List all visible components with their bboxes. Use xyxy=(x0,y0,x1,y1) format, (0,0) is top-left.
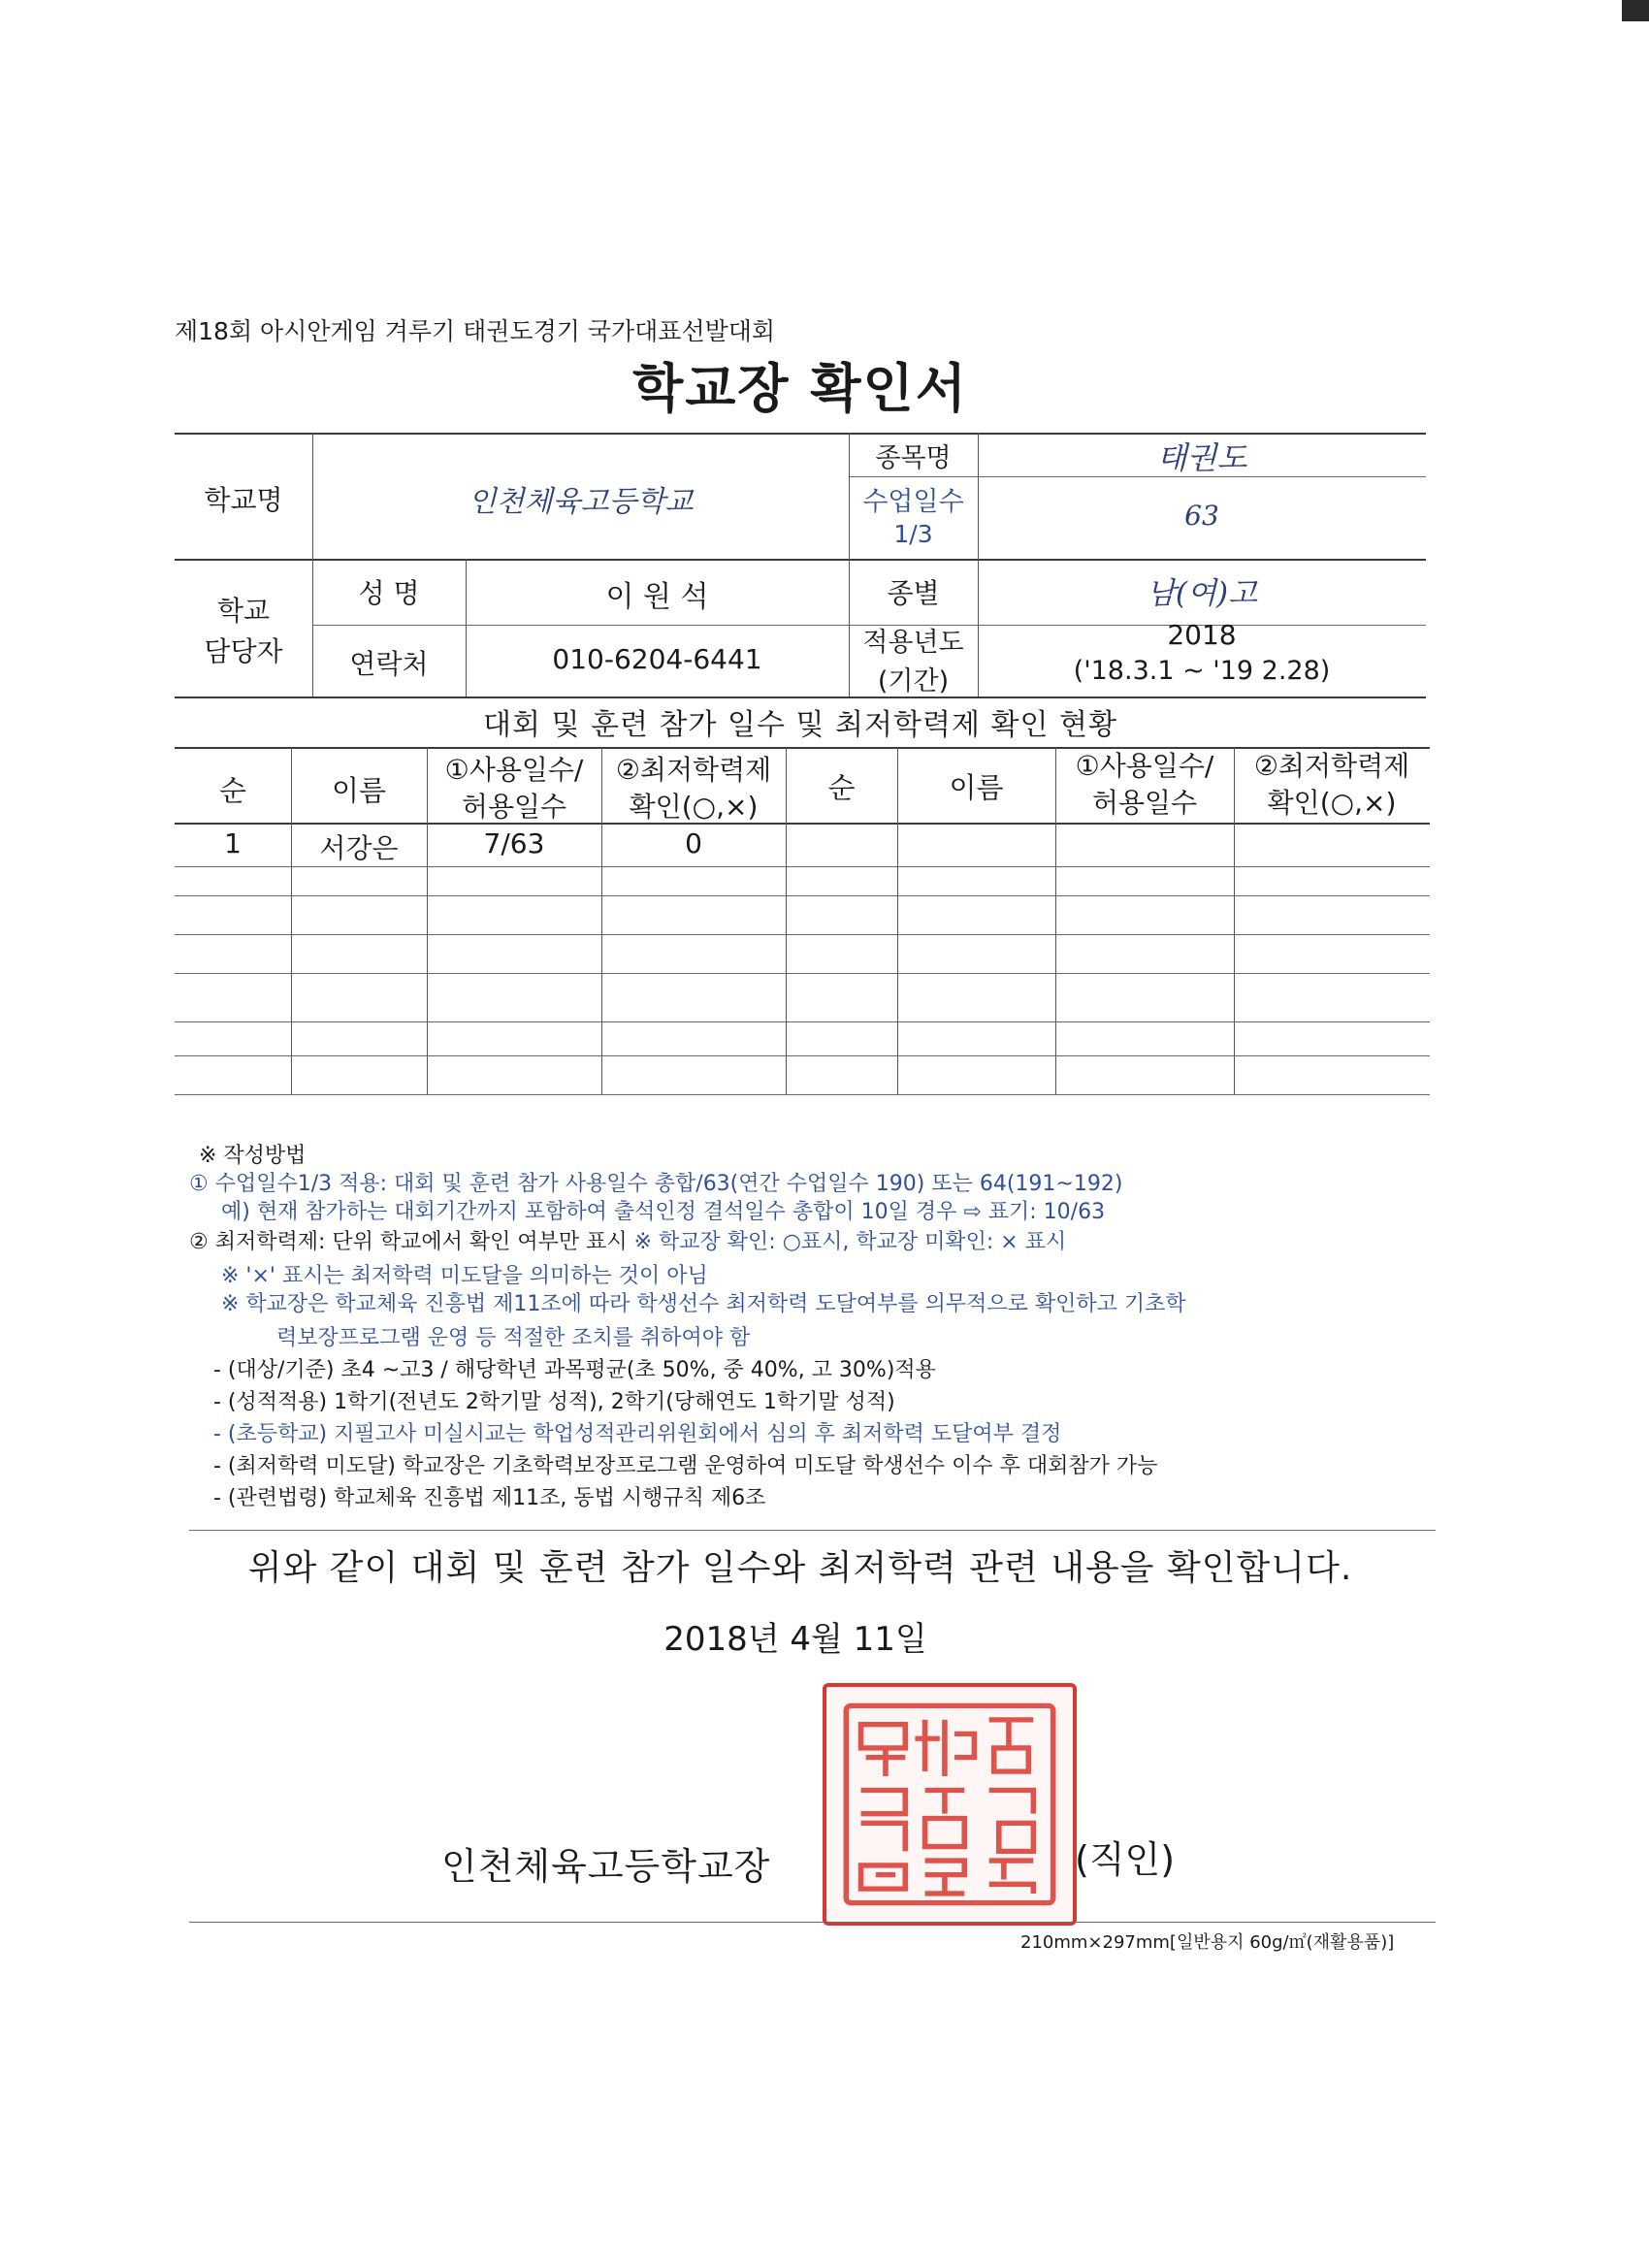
info-rule xyxy=(175,697,1426,698)
class-days-label: 수업일수 xyxy=(862,487,964,517)
table-row-rule xyxy=(175,895,1430,896)
table-row-name: 서강은 xyxy=(319,832,399,864)
col-header-used: ①사용일수/ xyxy=(444,754,584,786)
school-name-label: 학교명 xyxy=(204,484,283,516)
page-title: 학교장 확인서 xyxy=(632,358,968,419)
footer-rule xyxy=(189,1922,1436,1923)
confirm-date: 2018년 4월 11일 xyxy=(663,1620,927,1659)
table-row-rule xyxy=(175,1021,1430,1022)
contact-value: 010-6204-6441 xyxy=(552,643,762,675)
confirm-statement: 위와 같이 대회 및 훈련 참가 일수와 최저학력 관련 내용을 확인합니다. xyxy=(247,1548,1353,1588)
sport-value: 태권도 xyxy=(1156,439,1247,476)
staff-name-value: 이 원 석 xyxy=(605,580,709,614)
col-header-min: ②최저학력제 xyxy=(615,754,772,786)
note-2a-text: ② 최저학력제: 단위 학교에서 확인 여부만 표시 xyxy=(189,1230,634,1254)
note-detail-2: - (성적적용) 1학기(전년도 2학기말 성적), 2학기(당해연도 1학기말 성적) xyxy=(213,1390,895,1414)
col-header-name: 이름 xyxy=(331,774,387,807)
note-detail-3: - (초등학교) 지필고사 미실시교는 학업성적관리위원회에서 심의 후 최저학력 도달여부 결정 xyxy=(213,1422,1062,1446)
year-label-2: (기간) xyxy=(877,666,950,697)
col-header-min-right: ②최저학력제 xyxy=(1253,750,1410,782)
note-2b: ※ '×' 표시는 최저학력 미도달을 의미하는 것이 아님 xyxy=(221,1264,708,1288)
info-rule xyxy=(175,559,1426,561)
class-days-fraction-label: 1/3 xyxy=(893,520,933,548)
table-header-rule xyxy=(175,823,1430,825)
staff-label-2: 담당자 xyxy=(204,635,283,667)
table-row-no: 1 xyxy=(224,827,242,859)
note-2a-highlight: ※ 학교장 확인: ○표시, 학교장 미확인: × 표시 xyxy=(633,1230,1067,1254)
col-header-used-2: 허용일수 xyxy=(461,791,567,823)
col-header-no-right: 순 xyxy=(827,771,856,804)
year-value: 2018 xyxy=(1167,619,1237,651)
table-row-used: 7/63 xyxy=(483,827,545,859)
type-label: 종별 xyxy=(887,577,940,609)
note-detail-4: - (최저학력 미도달) 학교장은 기초학력보장프로그램 운영하여 미도달 학생선수 이수 후 대회참가 가능 xyxy=(213,1454,1158,1478)
confirm-rule xyxy=(189,1530,1436,1531)
col-header-min-2: 확인(○,×) xyxy=(629,791,759,823)
table-row-rule xyxy=(175,866,1430,867)
year-label: 적용년도 xyxy=(862,628,964,658)
notes-heading: ※ 작성방법 xyxy=(199,1144,307,1168)
table-row-rule xyxy=(175,973,1430,974)
scan-edge-shadow xyxy=(1622,0,1649,21)
table-row-rule xyxy=(175,1094,1430,1095)
event-subtitle: 제18회 아시안게임 겨루기 태권도경기 국가대표선발대회 xyxy=(175,317,776,345)
type-value: 남(여)고 xyxy=(1146,576,1258,611)
staff-label: 학교 xyxy=(216,595,271,627)
note-1a: ① 수업일수1/3 적용: 대회 및 훈련 참가 사용일수 총합/63(연간 수업일수 190) 또는 64(191~192) xyxy=(189,1172,1123,1196)
col-header-used-right: ①사용일수/ xyxy=(1075,750,1214,782)
official-seal xyxy=(823,1683,1077,1926)
note-detail-1: - (대상/기준) 초4 ~고3 / 해당학년 과목평균(초 50%, 중 40%, 고 30%)적용 xyxy=(213,1358,936,1382)
table-row-min: 0 xyxy=(685,827,702,859)
contact-label: 연락처 xyxy=(349,648,429,680)
col-header-used-right-2: 허용일수 xyxy=(1091,787,1198,819)
seal-icon xyxy=(826,1687,1073,1922)
note-2c: ※ 학교장은 학교체육 진흥법 제11조에 따라 학생선수 최저학력 도달여부를 의무적으로 확인하고 기초학 xyxy=(221,1292,1186,1316)
note-2a xyxy=(189,1225,1066,1255)
note-1b: 예) 현재 참가하는 대회기간까지 포함하여 출석인정 결석일수 총합이 10일 경우 ⇨ 표기: 10/63 xyxy=(221,1200,1106,1224)
class-days-value: 63 xyxy=(1184,500,1219,532)
sport-label: 종목명 xyxy=(875,443,952,473)
col-header-no: 순 xyxy=(218,774,246,807)
seal-label: (직인) xyxy=(1075,1838,1176,1881)
table-row-rule xyxy=(175,1055,1430,1056)
note-detail-5: - (관련법령) 학교체육 진흥법 제11조, 동법 시행규칙 제6조 xyxy=(213,1486,766,1510)
school-name-value: 인천체육고등학교 xyxy=(468,485,694,519)
table-row-rule xyxy=(175,934,1430,935)
note-2d: 력보장프로그램 운영 등 적절한 조치를 취하여야 함 xyxy=(276,1326,751,1350)
paper-spec: 210mm×297mm[일반용지 60g/㎡(재활용품)] xyxy=(1020,1932,1395,1953)
col-header-name-right: 이름 xyxy=(949,771,1004,804)
section-title: 대회 및 훈련 참가 일수 및 최저학력제 확인 현황 xyxy=(483,708,1117,742)
name-label: 성 명 xyxy=(358,577,420,609)
period-value: ('18.3.1 ~ '19 2.28) xyxy=(1073,656,1331,686)
col-header-min-right-2: 확인(○,×) xyxy=(1267,787,1397,819)
signer-name: 인천체육고등학교장 xyxy=(441,1845,771,1888)
